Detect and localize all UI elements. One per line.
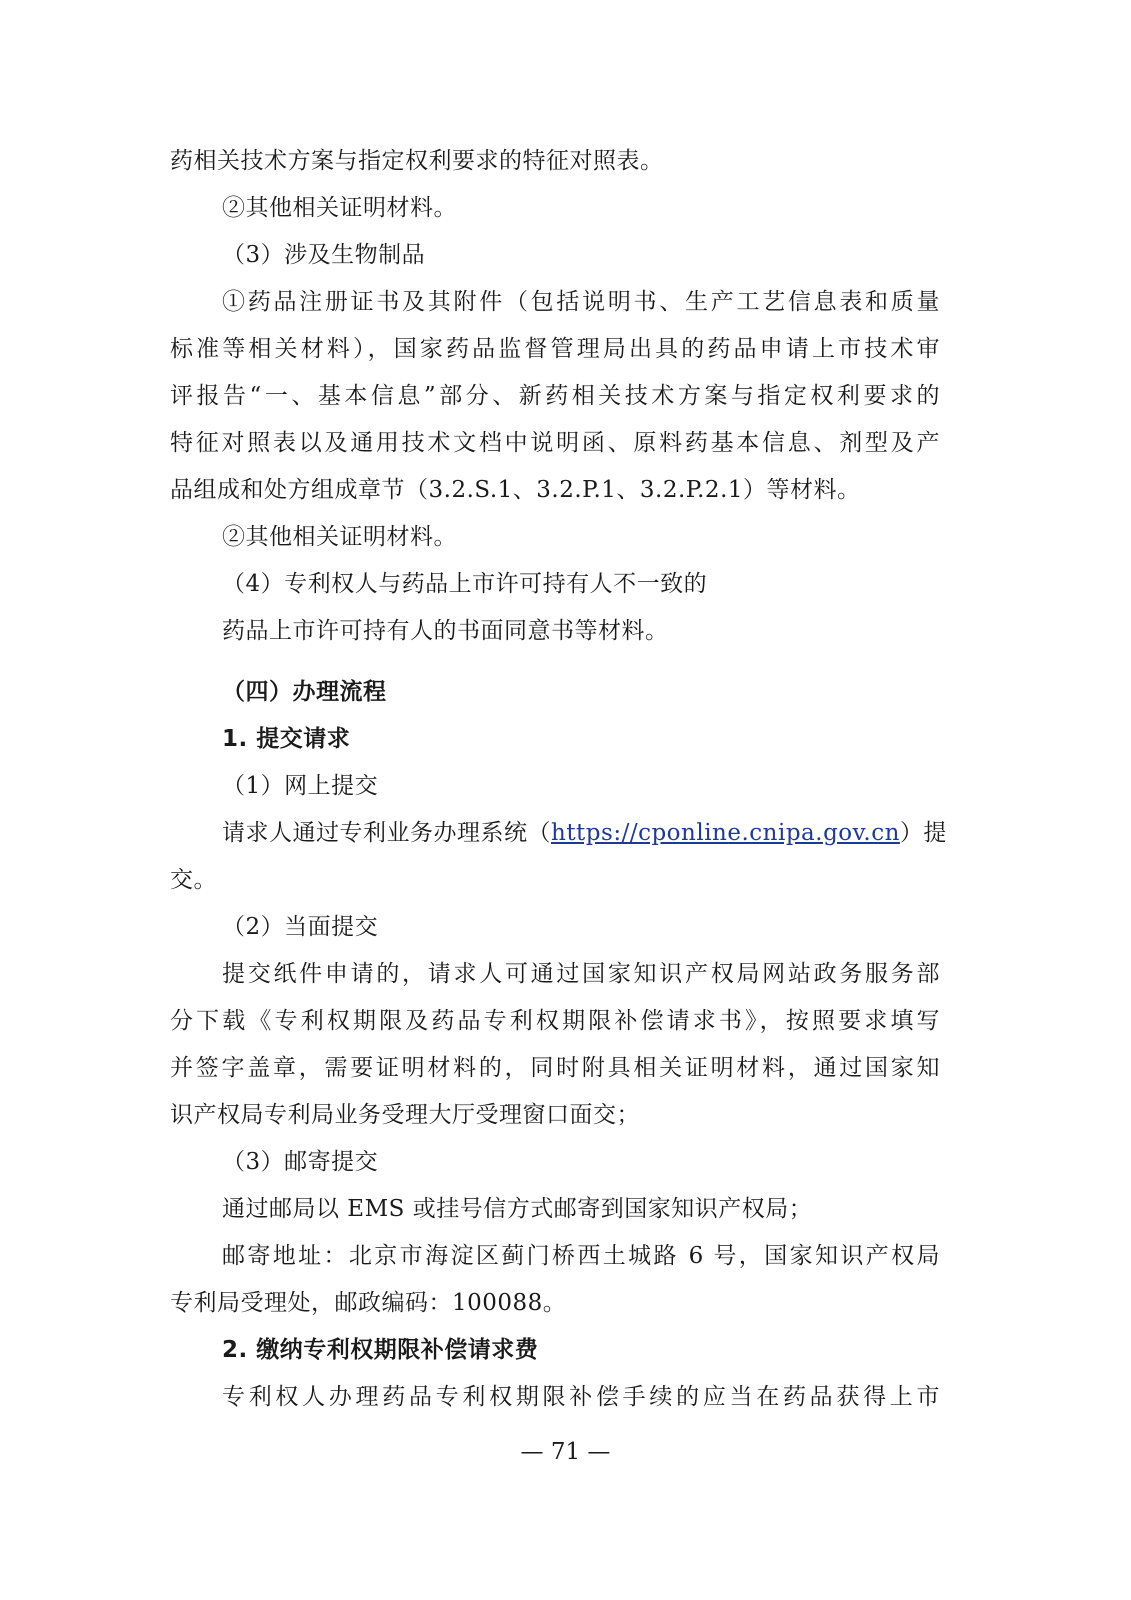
text-line: 标准等相关材料），国家药品监督管理局出具的药品申请上市技术审 — [170, 336, 940, 362]
text-line: ①药品注册证书及其附件（包括说明书、生产工艺信息表和质量 — [222, 289, 940, 315]
text-line: 并签字盖章，需要证明材料的，同时附具相关证明材料，通过国家知 — [170, 1055, 940, 1081]
text-line: 品组成和处方组成章节（3.2.S.1、3.2.P.1、3.2.P.2.1）等材料。 — [170, 477, 861, 503]
text-line: 专利权人办理药品专利权期限补偿手续的应当在药品获得上市 — [222, 1384, 940, 1410]
text-line: 邮寄地址：北京市海淀区蓟门桥西土城路 6 号，国家知识产权局 — [222, 1243, 940, 1269]
page-number: — 71 — — [520, 1439, 611, 1465]
text-line: 特征对照表以及通用技术文档中说明函、原料药基本信息、剂型及产 — [170, 430, 940, 456]
section-heading: （四）办理流程 — [222, 679, 387, 705]
text-line: 分下载《专利权期限及药品专利权期限补偿请求书》，按照要求填写 — [170, 1008, 940, 1034]
text-line: （3）涉及生物制品 — [222, 242, 426, 268]
document-body — [170, 138, 947, 1421]
text-line: 药品上市许可持有人的书面同意书等材料。 — [222, 618, 669, 644]
text-line: 识产权局专利局业务受理大厅受理窗口面交； — [170, 1102, 640, 1128]
cponline-link[interactable]: https://cponline.cnipa.gov.cn — [551, 820, 900, 846]
text-line: ②其他相关证明材料。 — [222, 524, 457, 550]
subsection-heading: 2. 缴纳专利权期限补偿请求费 — [222, 1337, 539, 1363]
text-line: 药相关技术方案与指定权利要求的特征对照表。 — [170, 148, 664, 174]
text-line: 交。 — [170, 867, 217, 893]
text-line: 提交纸件申请的，请求人可通过国家知识产权局网站政务服务部 — [222, 961, 940, 987]
text-line: （1）网上提交 — [222, 773, 379, 799]
text-line: 评报告“一、基本信息”部分、新药相关技术方案与指定权利要求的 — [170, 383, 940, 409]
text-span: ）提 — [899, 820, 947, 846]
text-line: 专利局受理处，邮政编码：100088。 — [170, 1290, 567, 1316]
text-line: （3）邮寄提交 — [222, 1149, 379, 1175]
text-line: （4）专利权人与药品上市许可持有人不一致的 — [222, 571, 708, 597]
subsection-heading: 1. 提交请求 — [222, 726, 351, 752]
text-line: （2）当面提交 — [222, 914, 379, 940]
text-span: 请求人通过专利业务办理系统（ — [222, 820, 551, 846]
text-line: ②其他相关证明材料。 — [222, 195, 457, 221]
text-line — [170, 810, 947, 857]
text-line: 通过邮局以 EMS 或挂号信方式邮寄到国家知识产权局； — [222, 1196, 813, 1222]
